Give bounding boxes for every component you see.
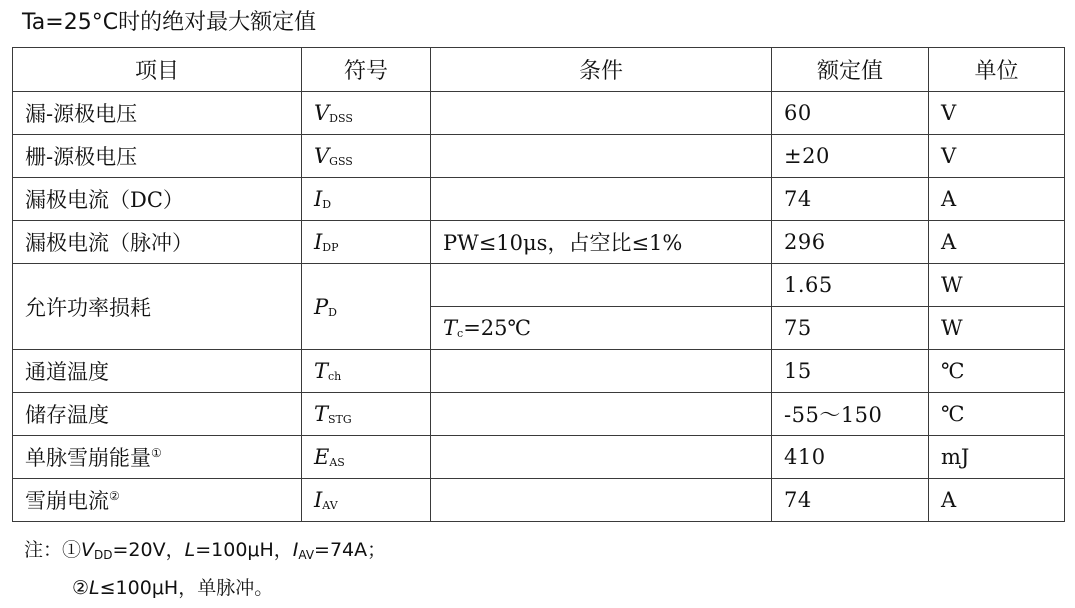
symbol-main: E: [314, 445, 330, 469]
symbol-main: V: [314, 144, 330, 168]
condition-cell: [431, 264, 772, 307]
symbol-cell: [302, 350, 431, 393]
table-row: [13, 436, 1065, 479]
unit-cell: V: [929, 92, 1065, 135]
symbol-cell: [302, 264, 431, 350]
param-cell: 通道温度: [13, 350, 302, 393]
param-cell: 储存温度: [13, 393, 302, 436]
note-1-ival: =74A；: [314, 539, 387, 561]
unit-cell: W: [929, 264, 1065, 307]
condition-cell: [431, 178, 772, 221]
table-row: [13, 479, 1065, 522]
footnote-mark: ①: [151, 446, 162, 460]
param-cell: 漏极电流（DC）: [13, 178, 302, 221]
note-2-rest: ≤100μH，单脉冲。: [99, 577, 274, 599]
symbol-main: I: [314, 488, 323, 512]
condition-cell: [431, 135, 772, 178]
param-text: 单脉雪崩能量: [25, 446, 151, 470]
note-1-vsub: DD: [94, 548, 113, 562]
table-row: [13, 178, 1065, 221]
param-cell: [13, 479, 302, 522]
table-row: [13, 393, 1065, 436]
symbol-sub: DSS: [329, 112, 353, 125]
table-row: [13, 135, 1065, 178]
condition-rest: =25℃: [463, 316, 531, 340]
symbol-main: P: [314, 294, 329, 319]
footnote-mark: ②: [109, 489, 120, 503]
symbol-main: T: [314, 402, 329, 426]
symbol-sub: AS: [329, 456, 345, 469]
symbol-main: T: [314, 359, 329, 383]
param-cell: 漏极电流（脉冲）: [13, 221, 302, 264]
table-row: [13, 221, 1065, 264]
symbol-cell: [302, 436, 431, 479]
rating-cell: 15: [772, 350, 929, 393]
unit-cell: V: [929, 135, 1065, 178]
param-cell: 允许功率损耗: [13, 264, 302, 350]
table-row: [13, 264, 1065, 307]
param-cell: 栅-源极电压: [13, 135, 302, 178]
rating-cell: 60: [772, 92, 929, 135]
condition-cell: [431, 479, 772, 522]
header-condition: 条件: [431, 48, 772, 92]
param-text: 雪崩电流: [25, 489, 109, 513]
rating-cell: -55～150: [772, 393, 929, 436]
symbol-sub: D: [328, 305, 337, 319]
rating-cell: 75: [772, 307, 929, 350]
footnote-1: [24, 536, 386, 569]
condition-cell: [431, 307, 772, 350]
symbol-cell: [302, 221, 431, 264]
symbol-sub: STG: [328, 413, 352, 426]
unit-cell: ℃: [929, 393, 1065, 436]
unit-cell: A: [929, 221, 1065, 264]
param-cell: [13, 436, 302, 479]
symbol-cell: [302, 479, 431, 522]
condition-cell: PW≤10μs，占空比≤1%: [431, 221, 772, 264]
footnote-2: [72, 574, 273, 602]
note-1-i: I: [292, 539, 299, 561]
rating-cell: 296: [772, 221, 929, 264]
unit-cell: mJ: [929, 436, 1065, 479]
header-unit: 单位: [929, 48, 1065, 92]
symbol-sub: DP: [322, 241, 339, 254]
table-row: [13, 350, 1065, 393]
note-1-vval: =20V，: [112, 539, 185, 561]
note-1-lval: =100μH，: [195, 539, 293, 561]
symbol-sub: GSS: [329, 155, 353, 168]
rating-cell: 74: [772, 479, 929, 522]
table-header-row: [13, 48, 1065, 92]
condition-cell: [431, 350, 772, 393]
condition-symbol: T: [443, 316, 458, 340]
rating-cell: 410: [772, 436, 929, 479]
symbol-cell: [302, 393, 431, 436]
symbol-main: V: [314, 101, 330, 125]
condition-cell: [431, 393, 772, 436]
unit-cell: W: [929, 307, 1065, 350]
header-symbol: 符号: [302, 48, 431, 92]
page-title: Ta=25°C时的绝对最大额定值: [22, 10, 317, 35]
notes-prefix: 注：: [24, 539, 63, 561]
condition-sub: c: [457, 327, 464, 340]
param-cell: 漏-源极电压: [13, 92, 302, 135]
symbol-cell: [302, 92, 431, 135]
ratings-table: [12, 47, 1065, 522]
unit-cell: A: [929, 178, 1065, 221]
unit-cell: ℃: [929, 350, 1065, 393]
unit-cell: A: [929, 479, 1065, 522]
symbol-main: I: [314, 230, 323, 254]
note-1-v: V: [81, 539, 95, 561]
note-2-mark: ②: [72, 577, 90, 599]
rating-cell: 1.65: [772, 264, 929, 307]
header-item: 项目: [13, 48, 302, 92]
condition-cell: [431, 436, 772, 479]
symbol-cell: [302, 135, 431, 178]
table-row: [13, 92, 1065, 135]
note-2-l: L: [89, 577, 100, 599]
symbol-main: I: [314, 187, 323, 211]
symbol-sub: AV: [322, 499, 338, 512]
note-1-l: L: [184, 539, 196, 561]
note-1-isub: AV: [298, 548, 315, 562]
note-1-mark: ①: [62, 539, 82, 561]
symbol-sub: ch: [328, 370, 342, 383]
symbol-sub: D: [322, 198, 332, 211]
header-rating: 额定值: [772, 48, 929, 92]
symbol-cell: [302, 178, 431, 221]
condition-cell: [431, 92, 772, 135]
rating-cell: ±20: [772, 135, 929, 178]
rating-cell: 74: [772, 178, 929, 221]
